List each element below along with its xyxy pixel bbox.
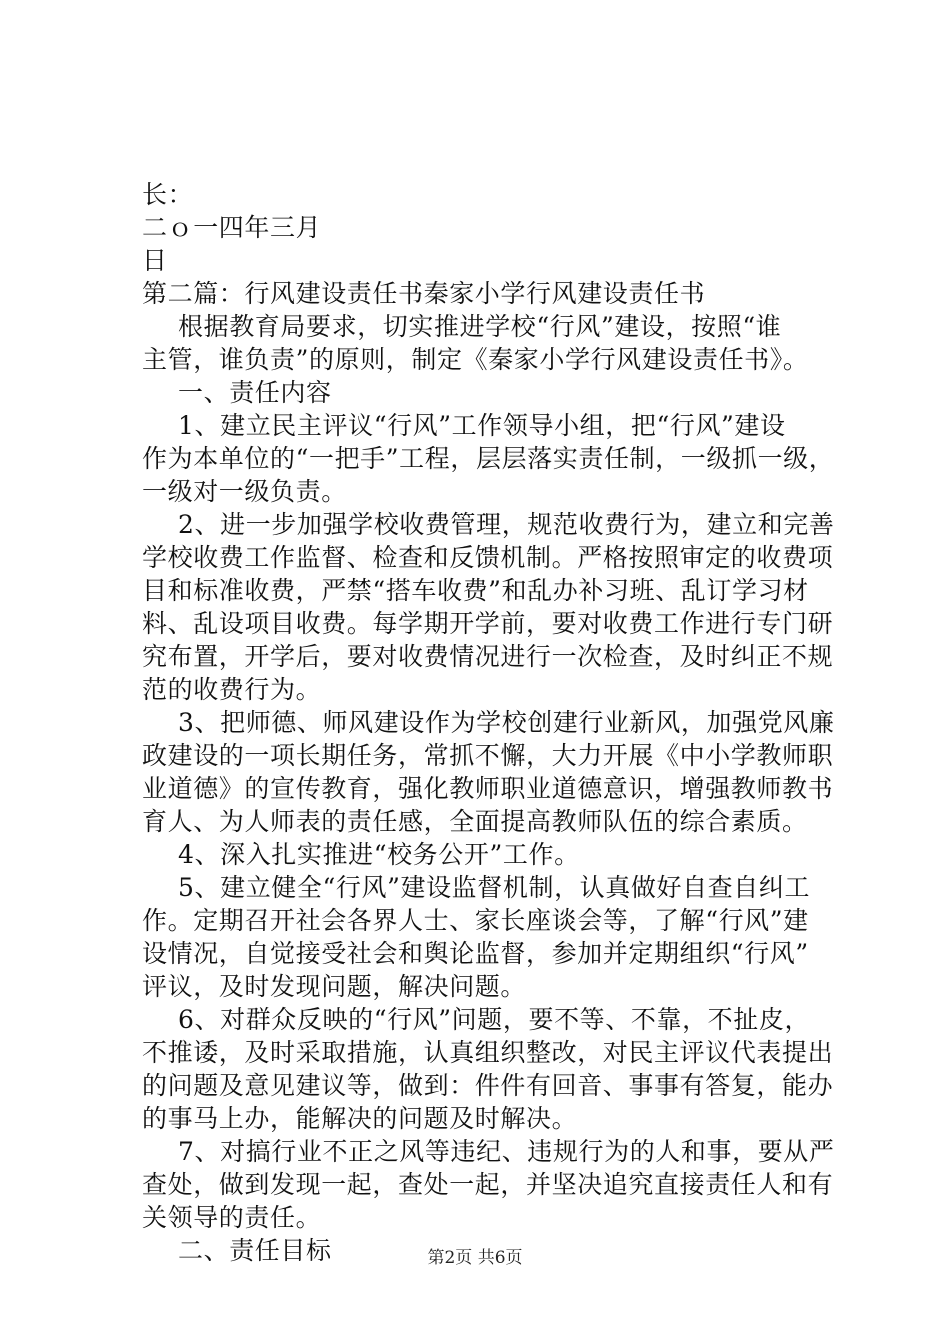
text-line: 6、对群众反映的“行风”问题，要不等、不靠，不扯皮， bbox=[178, 1005, 811, 1034]
text-line: 5、建立健全“行风”建设监督机制，认真做好自查自纠工 bbox=[178, 873, 811, 902]
document-body bbox=[142, 178, 835, 1267]
page-number-footer: 第2页 共6页 bbox=[427, 1248, 523, 1268]
text-line: 长： bbox=[142, 180, 194, 209]
text-line: 设情况，自觉接受社会和舆论监督，参加并定期组织“行风” bbox=[142, 939, 809, 968]
section-heading: 第二篇：行风建设责任书秦家小学行风建设责任书 bbox=[142, 279, 706, 308]
text-line: 评议，及时发现问题，解决问题。 bbox=[142, 972, 527, 1001]
text-line: 学校收费工作监督、检查和反馈机制。严格按照审定的收费项 bbox=[142, 543, 834, 572]
text-line: 关领导的责任。 bbox=[142, 1203, 322, 1232]
text-line: 究布置，开学后，要对收费情况进行一次检查，及时纠正不规 bbox=[142, 642, 834, 671]
subsection-heading: 一、责任内容 bbox=[178, 378, 332, 407]
text-line: 二ｏ一四年三月 bbox=[142, 213, 322, 242]
text-line: 3、把师德、师风建设作为学校创建行业新风，加强党风廉 bbox=[178, 708, 835, 737]
text-line: 业道德》的宣传教育，强化教师职业道德意识，增强教师教书 bbox=[142, 774, 834, 803]
text-line: 2、进一步加强学校收费管理，规范收费行为，建立和完善 bbox=[178, 510, 835, 539]
text-line: 1、建立民主评议“行风”工作领导小组，把“行风”建设 bbox=[178, 411, 786, 440]
text-line: 主管，谁负责”的原则，制定《秦家小学行风建设责任书》。 bbox=[142, 345, 809, 374]
text-line: 作为本单位的“一把手”工程，层层落实责任制，一级抓一级， bbox=[142, 444, 835, 473]
text-line: 不推诿，及时采取措施，认真组织整改，对民主评议代表提出 bbox=[142, 1038, 834, 1067]
text-line: 的事马上办，能解决的问题及时解决。 bbox=[142, 1104, 578, 1133]
text-line: 育人、为人师表的责任感，全面提高教师队伍的综合素质。 bbox=[142, 807, 808, 836]
text-line: 日 bbox=[142, 246, 168, 275]
text-line: 4、深入扎实推进“校务公开”工作。 bbox=[178, 840, 580, 869]
subsection-heading: 二、责任目标 bbox=[178, 1236, 332, 1265]
text-line: 范的收费行为。 bbox=[142, 675, 322, 704]
text-line: 的问题及意见建议等，做到：件件有回音、事事有答复，能办 bbox=[142, 1071, 834, 1100]
text-line: 料、乱设项目收费。每学期开学前，要对收费工作进行专门研 bbox=[142, 609, 834, 638]
text-line: 政建设的一项长期任务，常抓不懈，大力开展《中小学教师职 bbox=[142, 741, 834, 770]
text-line: 一级对一级负责。 bbox=[142, 477, 347, 506]
text-line: 根据教育局要求，切实推进学校“行风”建设，按照“谁 bbox=[178, 312, 782, 341]
text-line: 查处，做到发现一起，查处一起，并坚决追究直接责任人和有 bbox=[142, 1170, 834, 1199]
text-line: 7、对搞行业不正之风等违纪、违规行为的人和事，要从严 bbox=[178, 1137, 835, 1166]
text-line: 作。定期召开社会各界人士、家长座谈会等，了解“行风”建 bbox=[142, 906, 809, 935]
text-line: 目和标准收费，严禁“搭车收费”和乱办补习班、乱订学习材 bbox=[142, 576, 809, 605]
